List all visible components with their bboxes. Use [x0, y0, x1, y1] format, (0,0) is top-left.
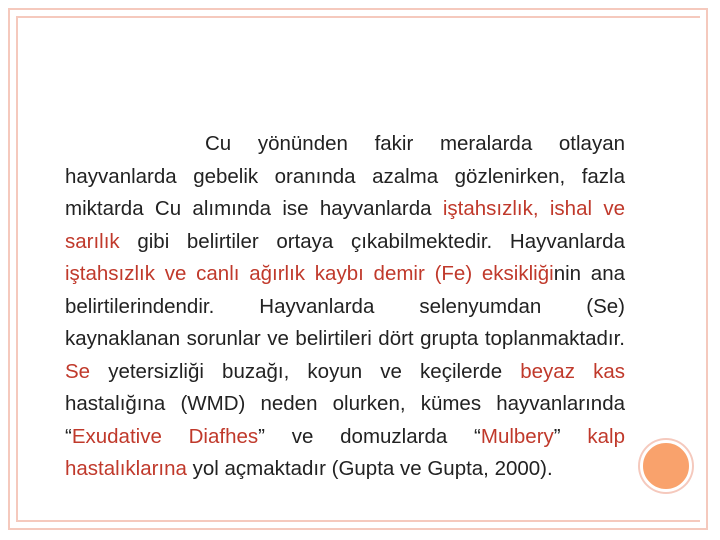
highlighted-text: Se — [65, 359, 91, 383]
paragraph-text: hastalığına (WMD) neden olurken, kümes hayvanlarında “ — [65, 392, 625, 448]
body-paragraph — [65, 128, 625, 486]
highlighted-text: iştahsızlık, ishal ve sarılık — [65, 197, 625, 253]
paragraph-text: ” — [553, 424, 588, 448]
paragraph-text: nin ana belirtilerindendir. Hayvanlarda selenyumdan (Se) kaynaklanan sorunlar ve belirtileri dört grupta toplanmaktadır. — [65, 262, 626, 350]
paragraph-text: Cu yönünden fakir meralarda otlayan hayvanlarda gebelik oranında azalma gözlenirken, fazla miktarda Cu alımında ise hayvanlarda — [65, 132, 625, 220]
highlighted-text: Mulbery — [480, 424, 554, 448]
highlighted-text: Exudative Diafhes — [71, 424, 259, 448]
highlighted-text: beyaz kas — [520, 359, 625, 383]
paragraph-text: gibi belirtiler ortaya çıkabilmektedir. Hayvanlarda — [119, 229, 625, 253]
decorative-circle — [640, 440, 692, 492]
paragraph-text: ” ve domuzlarda “ — [258, 424, 481, 448]
highlighted-text: kalp hastalıklarına — [65, 424, 626, 480]
paragraph-text: yol açmaktadır (Gupta ve Gupta, 2000). — [186, 457, 553, 480]
highlighted-text: iştahsızlık ve canlı ağırlık kaybı demir (Fe) eksikliği — [65, 262, 554, 285]
paragraph-text: yetersizliği buzağı, koyun ve keçilerde — [90, 359, 521, 383]
